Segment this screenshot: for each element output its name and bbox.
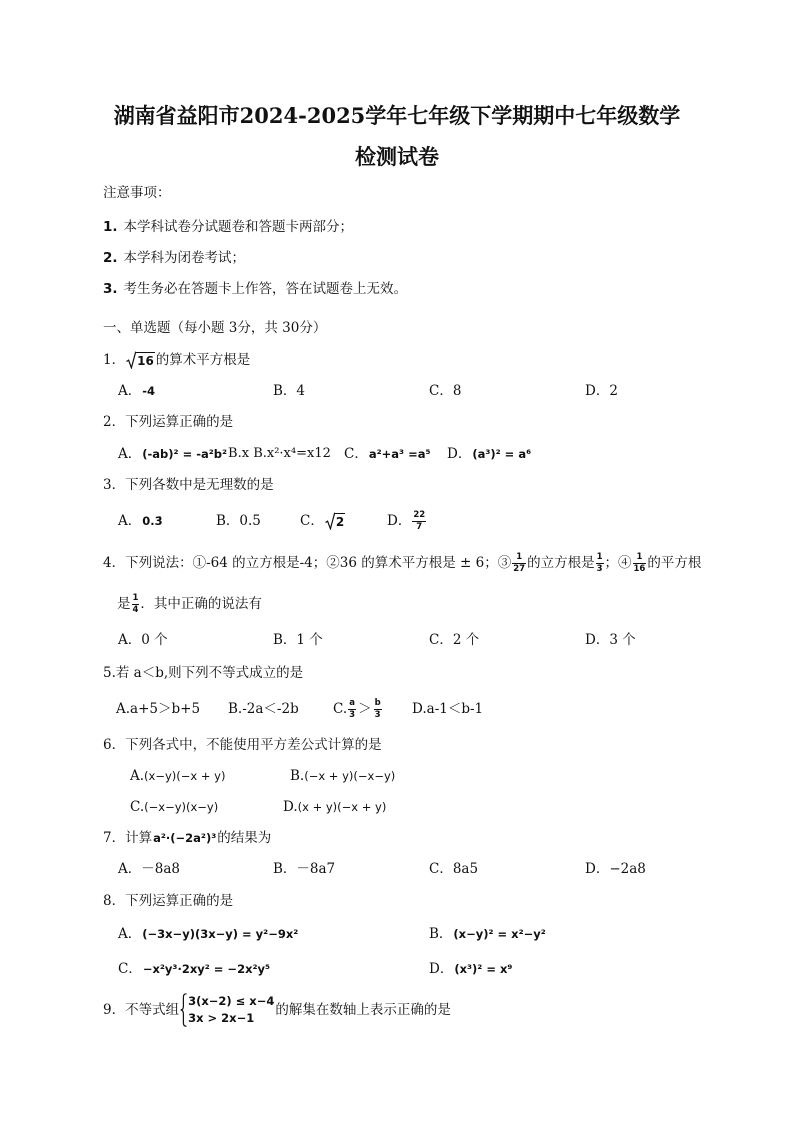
question-7-option-d (585, 859, 646, 879)
question-3-option-b (216, 511, 261, 531)
notice-item (103, 279, 407, 299)
option-label: B． (273, 632, 297, 648)
option-value: －8a8 (141, 861, 180, 877)
fraction-denominator: 16 (633, 563, 646, 574)
question-7-option-c (429, 859, 478, 879)
question-2-option-a (118, 444, 331, 464)
option-label: B． (216, 513, 240, 529)
question-number: 2． (103, 414, 126, 430)
option-label: C． (344, 446, 368, 462)
question-number: 4． (103, 555, 126, 571)
option-value: a-1＜b-1 (426, 701, 484, 717)
inequality-1: 3(x−2) ≤ x−4 (188, 994, 275, 1008)
notice-item-number: 1. (103, 219, 118, 235)
question-3-option-d (387, 511, 427, 531)
question-text: 计算 (125, 830, 153, 846)
question-number: 9． (103, 1002, 126, 1018)
fraction-numerator: b (374, 697, 381, 708)
question-8-option-b (429, 924, 547, 944)
question-number: 5. (103, 665, 116, 681)
notice-item-text: 本学科试卷分试题卷和答题卡两部分； (123, 219, 354, 235)
option-value: 1 个 (296, 632, 323, 648)
option-value: (a³)² = a⁶ (472, 447, 532, 461)
notice-item-text: 本学科为闭卷考试； (123, 250, 246, 266)
question-number: 3． (103, 477, 126, 493)
question-3-option-c (300, 511, 346, 531)
fraction-numerator: 1 (596, 551, 603, 562)
question-text: 下列运算正确的是 (125, 414, 234, 430)
option-label: C. (130, 799, 145, 815)
question-8-option-d (429, 959, 513, 979)
radical-sign-icon (126, 351, 136, 369)
question-5-option-b (228, 699, 299, 719)
question-3-option-a (118, 511, 164, 531)
fraction-numerator: a (349, 697, 355, 708)
question-5-option-c (333, 699, 383, 719)
question-6-option-b (290, 766, 395, 786)
question-5-option-a (116, 699, 200, 719)
option-value: (x + y)(−x + y) (297, 800, 387, 814)
question-5-option-d (412, 699, 483, 719)
question-4-stem (103, 553, 701, 573)
fraction-denominator: 4 (132, 604, 139, 615)
option-label: D． (585, 383, 610, 399)
option-value: 0 个 (141, 632, 168, 648)
question-4-option-d (585, 630, 636, 650)
question-2-option-d (447, 444, 532, 464)
radical-sign-icon (325, 512, 335, 530)
option-value: (−3x−y)(3x−y) = y²−9x² (142, 927, 299, 941)
question-7-option-a (118, 859, 180, 879)
option-value: 0.3̇ (142, 514, 163, 528)
option-value: 0.5 (239, 513, 261, 529)
option-label: B． (429, 926, 453, 942)
brace-stroke (181, 994, 187, 1026)
question-number: 6． (103, 737, 126, 753)
question-7-option-b (273, 859, 335, 879)
option-label: A． (118, 446, 142, 462)
exam-title-line-2: 检测试卷 (355, 144, 439, 169)
option-value: (x−y)(−x + y) (144, 769, 226, 783)
option-value: a+5＞b+5 (130, 701, 201, 717)
fraction (512, 553, 526, 574)
option-value: 4 (296, 383, 306, 399)
question-number: 8． (103, 893, 126, 909)
relation-symbol: ＞ (358, 701, 372, 717)
question-text: 不等式组 (125, 1002, 180, 1018)
question-text: ．其中正确的说法有 (140, 596, 262, 612)
question-text: ；④ (604, 555, 632, 571)
question-5-stem (103, 663, 303, 683)
radicand: 2 (335, 514, 345, 529)
option-label: B. (228, 701, 243, 717)
section-heading: 一、单选题（每小题 3分，共 30分） (103, 320, 327, 336)
question-text: 若 a＜b,则下列不等式成立的是 (115, 665, 304, 681)
question-4-option-b (273, 630, 323, 650)
option-value: (−x−y)(x−y) (144, 800, 219, 814)
question-1-option-a (118, 381, 156, 401)
question-4-option-a (118, 630, 168, 650)
question-1-stem (103, 350, 250, 370)
option-value: −x²y³·2xy² = −2x²y⁵ (142, 962, 271, 976)
option-value: 8 (452, 383, 462, 399)
fraction-numerator: 22 (413, 509, 426, 520)
option-label: D． (387, 513, 412, 529)
question-1-option-d (585, 381, 618, 401)
option-value: 8a5 (452, 861, 479, 877)
option-label: C． (300, 513, 324, 529)
fraction-denominator: 27 (513, 563, 526, 574)
option-value: 3 个 (609, 632, 636, 648)
notice-item-number: 3. (103, 281, 118, 297)
question-text: 的算术平方根是 (155, 352, 251, 368)
fraction-denominator: 3 (596, 563, 603, 574)
option-label: D． (585, 632, 610, 648)
fraction (412, 511, 426, 532)
option-label: B． (273, 861, 297, 877)
notice-item (103, 217, 353, 237)
question-text: 的平方根 (647, 555, 702, 571)
option-value: -2a＜-2b (242, 701, 299, 717)
question-6-option-d (283, 797, 386, 817)
option-label: B. (290, 768, 305, 784)
question-9-stem (103, 994, 451, 1025)
question-text: 下列各数中是无理数的是 (125, 477, 274, 493)
question-number: 7． (103, 830, 126, 846)
option-value: －8a7 (296, 861, 336, 877)
option-value: 2 (609, 383, 618, 399)
option-value: (x³)² = x⁹ (454, 962, 513, 976)
option-label: D. (412, 701, 427, 717)
notice-item-number: 2. (103, 250, 118, 266)
math-expression: a²·(−2a²)³ (153, 831, 217, 845)
question-6-option-c (130, 797, 218, 817)
option-label: D． (585, 861, 610, 877)
option-value: 2 个 (452, 632, 480, 648)
option-label: A. (116, 701, 131, 717)
square-root (126, 351, 155, 369)
question-1-option-b (273, 381, 305, 401)
exam-title-line-1: 湖南省益阳市2024-2025学年七年级下学期期中七年级数学 (113, 103, 681, 128)
square-root (325, 512, 345, 530)
option-label: D． (429, 961, 454, 977)
fraction (348, 699, 356, 720)
notice-item (103, 248, 245, 268)
question-text: 下列运算正确的是 (125, 893, 234, 909)
fraction (374, 699, 382, 720)
question-8-option-a (118, 924, 299, 944)
fraction (633, 553, 647, 574)
inequality-2: 3x > 2x−1 (188, 1011, 255, 1025)
left-brace-icon (180, 993, 187, 1027)
radical-sign-stroke (325, 513, 335, 529)
option-label: C． (429, 383, 453, 399)
fraction (132, 594, 140, 615)
option-value: (x−y)² = x²−y² (453, 927, 546, 941)
notice-heading: 注意事项： (103, 185, 171, 201)
question-text: 下列各式中，不能使用平方差公式计算的是 (125, 737, 382, 753)
option-value: (-ab)² = -a²b² (142, 447, 228, 461)
question-text: 的解集在数轴上表示正确的是 (275, 1002, 451, 1018)
option-label: C． (118, 961, 142, 977)
option-label: C． (429, 632, 453, 648)
question-7-stem (103, 828, 271, 848)
fraction-numerator: 1 (636, 551, 643, 562)
fraction-denominator: 3 (374, 709, 381, 720)
fraction-denominator: 3 (349, 709, 356, 720)
question-6-stem (103, 735, 382, 755)
question-text: 的结果为 (217, 830, 272, 846)
option-label: A． (118, 632, 142, 648)
radicand: 16 (137, 353, 154, 368)
option-value: (−x + y)(−x−y) (304, 769, 396, 783)
question-4-option-c (429, 630, 479, 650)
option-label: A. (130, 768, 145, 784)
radical-sign-stroke (127, 352, 137, 368)
option-label: A． (118, 383, 142, 399)
option-label: A． (118, 513, 142, 529)
option-extra-text: B.x B.x²·x⁴=x12 (228, 446, 331, 461)
question-4-stem-continued (117, 594, 262, 614)
fraction-denominator: 7 (416, 521, 423, 532)
question-text: 下列说法：①-64 的立方根是-4；②36 的算术平方根是 ± 6；③ (125, 555, 512, 571)
option-value: a²+a³ =a⁵ (368, 447, 431, 461)
option-label: C. (333, 701, 348, 717)
fraction-numerator: 1 (516, 551, 523, 562)
inequality-lines (188, 993, 274, 1027)
option-label: D． (447, 446, 472, 462)
question-1-option-c (429, 381, 461, 401)
question-2-option-c (344, 444, 432, 464)
question-3-stem (103, 475, 274, 495)
question-8-stem (103, 891, 233, 911)
fraction-numerator: 1 (132, 592, 139, 603)
question-text: 是 (117, 596, 131, 612)
option-value: -4 (142, 384, 156, 398)
inequality-system (180, 993, 274, 1027)
option-label: A． (118, 861, 142, 877)
question-text: 的立方根是 (527, 555, 595, 571)
question-2-stem (103, 412, 233, 432)
question-number: 1． (103, 352, 126, 368)
option-label: D. (283, 799, 298, 815)
notice-item-text: 考生务必在答题卡上作答，答在试题卷上无效。 (123, 281, 408, 297)
fraction (596, 553, 604, 574)
option-label: C． (429, 861, 453, 877)
option-label: B． (273, 383, 297, 399)
option-label: A． (118, 926, 142, 942)
question-8-option-c (118, 959, 271, 979)
question-6-option-a (130, 766, 225, 786)
option-value: −2a8 (609, 861, 646, 877)
